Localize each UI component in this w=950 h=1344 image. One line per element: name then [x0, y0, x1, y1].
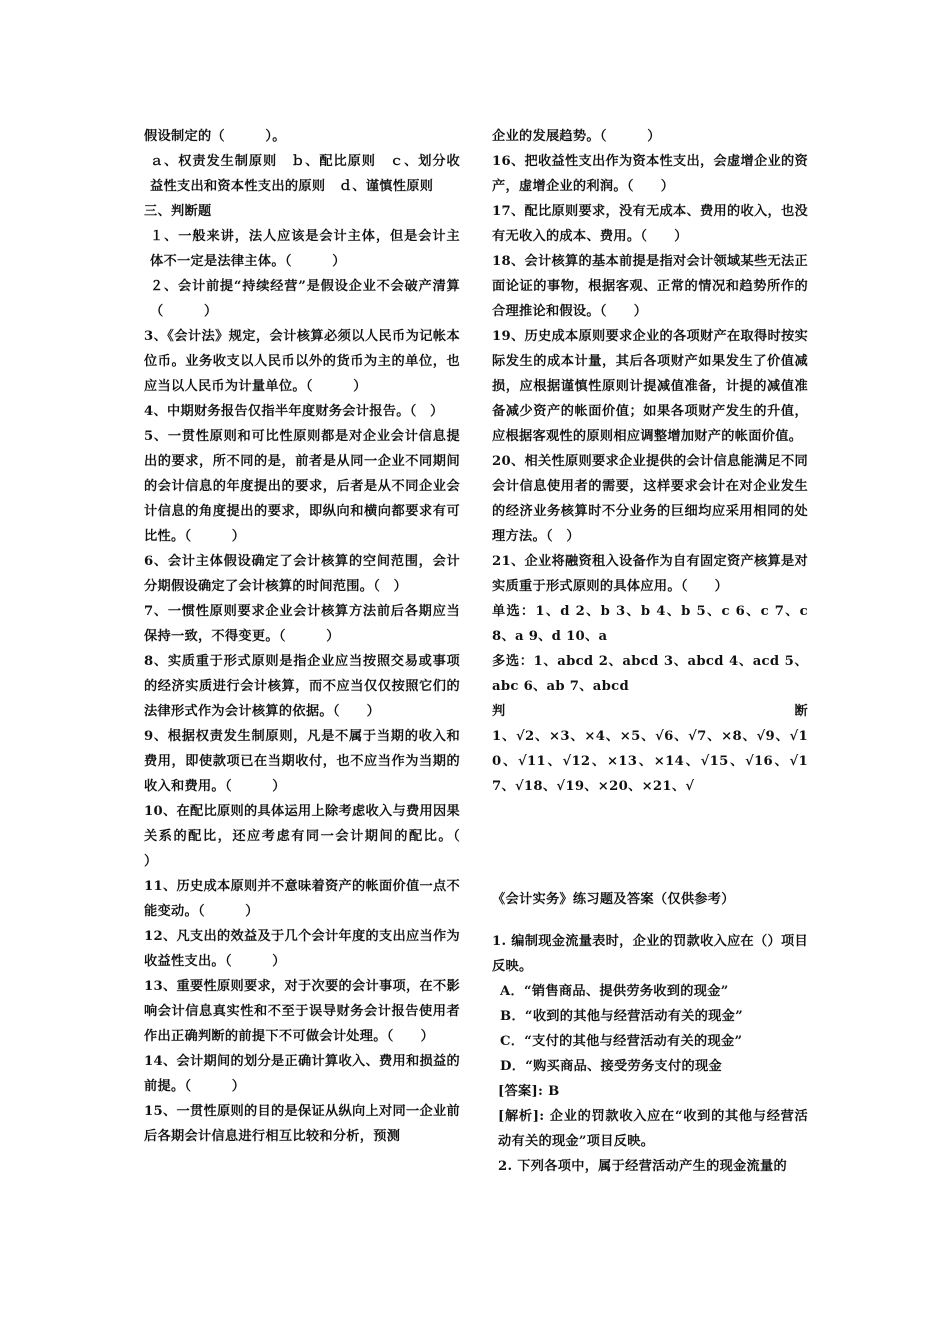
paragraph: 假设制定的（ ）。: [144, 129, 286, 144]
paragraph: 6、会计主体假设确定了会计核算的空间范围，会计分期假设确定了会计核算的时间范围。（ ）: [144, 554, 460, 594]
option-b: B．“收到的其他与经营活动有关的现金”: [500, 1009, 744, 1024]
spacer: [492, 912, 808, 929]
paragraph: 11、历史成本原则并不意味着资产的帐面价值一点不能变动。（ ）: [144, 879, 460, 919]
paragraph: 企业的发展趋势。（ ）: [492, 129, 661, 144]
practice-title: 《会计实务》练习题及答案（仅供参考）: [492, 892, 735, 907]
judge-answers: 1、√2、×3、×4、×5、√6、√7、×8、√9、√10、√11、√12、×13、×14、√15、√16、√17、√18、√19、×20、×21、√: [492, 729, 808, 794]
paragraph: ａ、权责发生制原则 ｂ、配比原则 ｃ、划分收益性支出和资本性支出的原则 ｄ、谨慎性原则: [150, 154, 460, 194]
option-d: D．“购买商品、接受劳务支付的现金: [500, 1059, 722, 1074]
paragraph: 21、企业将融资租入设备作为自有固定资产核算是对实质重于形式原则的具体应用。（ ）: [492, 554, 808, 594]
paragraph: 8、实质重于形式原则是指企业应当按照交易或事项的经济实质进行会计核算，而不应当仅仅按照它们的法律形式作为会计核算的依据。（ ）: [144, 654, 460, 719]
paragraph: 3、《会计法》规定，会计核算必须以人民币为记帐本位币。业务收支以人民币以外的货币为主的单位，也应当以人民币为计量单位。（ ）: [144, 329, 460, 394]
paragraph: 12、凡支出的效益及于几个会计年度的支出应当作为收益性支出。（ ）: [144, 929, 460, 969]
paragraph: 5、一贯性原则和可比性原则都是对企业会计信息提出的要求，所不同的是，前者是从同一企业不同期间的会计信息的年度提出的要求，后者是从不同企业会计信息的角度提出的要求，即纵向和横向都要求有可比性。（ ）: [144, 429, 460, 544]
paragraph: 16、把收益性支出作为资本性支出，会虚增企业的资产，虚增企业的利润。（ ）: [492, 154, 808, 194]
answer: [答案]: B: [498, 1084, 560, 1099]
judge-head-right: 断: [794, 704, 808, 719]
option-a: A．“销售商品、提供劳务收到的现金”: [500, 984, 729, 999]
question-2: 2. 下列各项中，属于经营活动产生的现金流量的: [498, 1159, 788, 1174]
single-choice-answers: 单选：1、d 2、b 3、b 4、b 5、c 6、c 7、c 8、a 9、d 10、a: [492, 604, 808, 644]
analysis: [解析]: 企业的罚款收入应在“收到的其他与经营活动有关的现金”项目反映。: [498, 1109, 808, 1149]
judge-answers-heading: [492, 699, 808, 724]
paragraph: １、一般来讲，法人应该是会计主体，但是会计主体不一定是法律主体。（ ）: [150, 229, 460, 269]
question-1: 1. 编制现金流量表时，企业的罚款收入应在（）项目反映。: [492, 934, 808, 974]
multi-choice-answers: 多选：1、abcd 2、abcd 3、abcd 4、acd 5、abc 6、ab 7、abcd: [492, 654, 808, 694]
option-c: C．“支付的其他与经营活动有关的现金”: [500, 1034, 743, 1049]
paragraph: 10、在配比原则的具体运用上除考虑收入与费用因果关系的配比，还应考虑有同一会计期间的配比。（ ）: [144, 804, 501, 869]
paragraph: 15、一贯性原则的目的是保证从纵向上对同一企业前后各期会计信息进行相互比较和分析，预测: [144, 1104, 460, 1144]
right-column: [492, 124, 808, 1179]
section-heading: 三、判断题: [144, 204, 212, 219]
left-column: [144, 124, 501, 1149]
paragraph: 9、根据权责发生制原则，凡是不属于当期的收入和费用，即使款项已在当期收付，也不应当作为当期的收入和费用。（ ）: [144, 729, 460, 794]
paragraph: 19、历史成本原则要求企业的各项财产在取得时按实际发生的成本计量，其后各项财产如果发生了价值减损，应根据谨慎性原则计提减值准备，计提的减值准备减少资产的帐面价值；如果各项财产发生的升值，应根据客观性的原则相应调整增加财产的帐面价值。: [492, 329, 808, 444]
judge-head-left: 判: [492, 704, 506, 719]
paragraph: 14、会计期间的划分是正确计算收入、费用和损益的前提。（ ）: [144, 1054, 460, 1094]
paragraph: 17、配比原则要求，没有无成本、费用的收入，也没有无收入的成本、费用。（ ）: [492, 204, 808, 244]
paragraph: ２、会计前提“持续经营”是假设企业不会破产清算（ ）: [150, 279, 460, 319]
paragraph: 18、会计核算的基本前提是指对会计领域某些无法正面论证的事物，根据客观、正常的情况和趋势所作的合理推论和假设。（ ）: [492, 254, 808, 319]
paragraph: 7、一惯性原则要求企业会计核算方法前后各期应当保持一致，不得变更。（ ）: [144, 604, 460, 644]
paragraph: 20、相关性原则要求企业提供的会计信息能满足不同会计信息使用者的需要，这样要求会计在对企业发生的经济业务核算时不分业务的巨细均应采用相同的处理方法。（ ）: [492, 454, 808, 544]
paragraph: 4、中期财务报告仅指半年度财务会计报告。（ ）: [144, 404, 444, 419]
paragraph: 13、重要性原则要求，对于次要的会计事项，在不影响会计信息真实性和不至于误导财务会计报告使用者作出正确判断的前提下不可做会计处理。（ ）: [144, 979, 460, 1044]
